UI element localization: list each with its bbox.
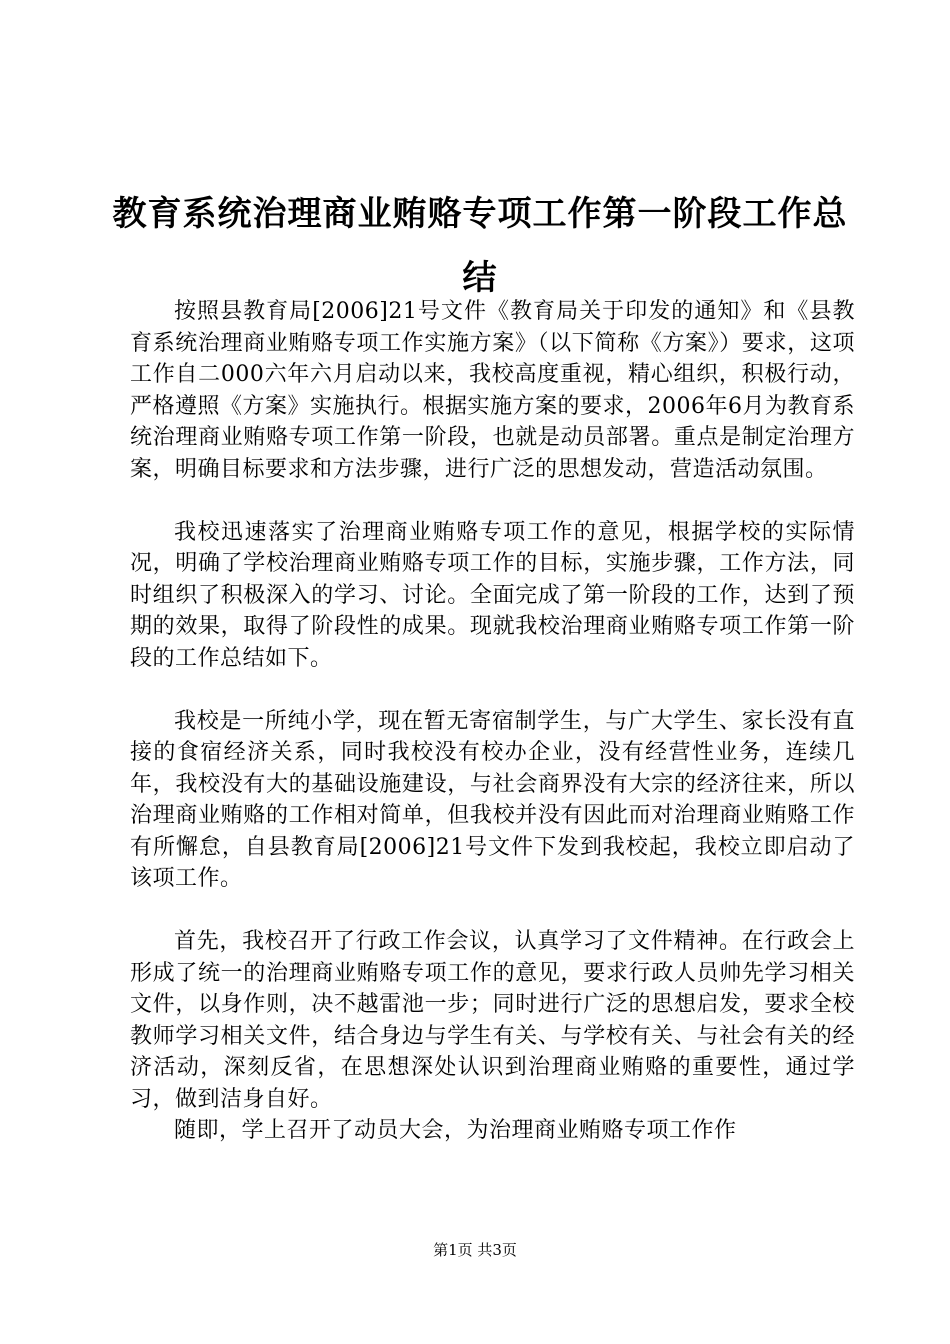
paragraph-mobilization: 随即，学上召开了动员大会，为治理商业贿赂专项工作作 — [174, 1118, 737, 1143]
paragraph-first-step: 首先，我校召开了行政工作会议，认真学习了文件精神。在行政会上形成了统一的治理商业贿赂专项工作的意见，要求行政人员帅先学习相关文件，以身作则，决不越雷池一步；同时进行广泛的思想启发，要求全校教师学习相关文件，结合身边与学生有关、与学校有关、与社会有关的经济活动，深刻反省，在思想深处认识到治理商业贿赂的重要性，通过学习，做到洁身自好。 — [130, 929, 855, 1112]
paragraph-intro: 按照县教育局[2006]21号文件《教育局关于印发的通知》和《县教育系统治理商业贿赂专项工作实施方案》（以下简称《方案》）要求，这项工作自二000六年六月启动以来，我校高度重视，精心组织，积极行动，严格遵照《方案》实施执行。根据实施方案的要求，2006年6月为教育系统治理商业贿赂专项工作第一阶段，也就是动员部署。重点是制定治理方案，明确目标要求和方法步骤，进行广泛的思想发动，营造活动氛围。 — [130, 299, 855, 482]
page-footer: 第1页 共3页 — [433, 1241, 517, 1259]
document-title: 教育系统治理商业贿赂专项工作第一阶段工作总结 — [112, 194, 848, 298]
paragraph-implementation: 我校迅速落实了治理商业贿赂专项工作的意见，根据学校的实际情况，明确了学校治理商业贿赂专项工作的目标，实施步骤，工作方法，同时组织了积极深入的学习、讨论。全面完成了第一阶段的工作，达到了预期的效果，取得了阶段性的成果。现就我校治理商业贿赂专项工作第一阶段的工作总结如下。 — [130, 519, 855, 671]
paragraph-school-situation: 我校是一所纯小学，现在暂无寄宿制学生，与广大学生、家长没有直接的食宿经济关系，同时我校没有校办企业，没有经营性业务，连续几年，我校没有大的基础设施建设，与社会商界没有大宗的经济往来，所以治理商业贿赂的工作相对简单，但我校并没有因此而对治理商业贿赂工作有所懈怠，自县教育局[2006]21号文件下发到我校起，我校立即启动了该项工作。 — [130, 708, 855, 891]
document-body — [130, 296, 855, 1147]
